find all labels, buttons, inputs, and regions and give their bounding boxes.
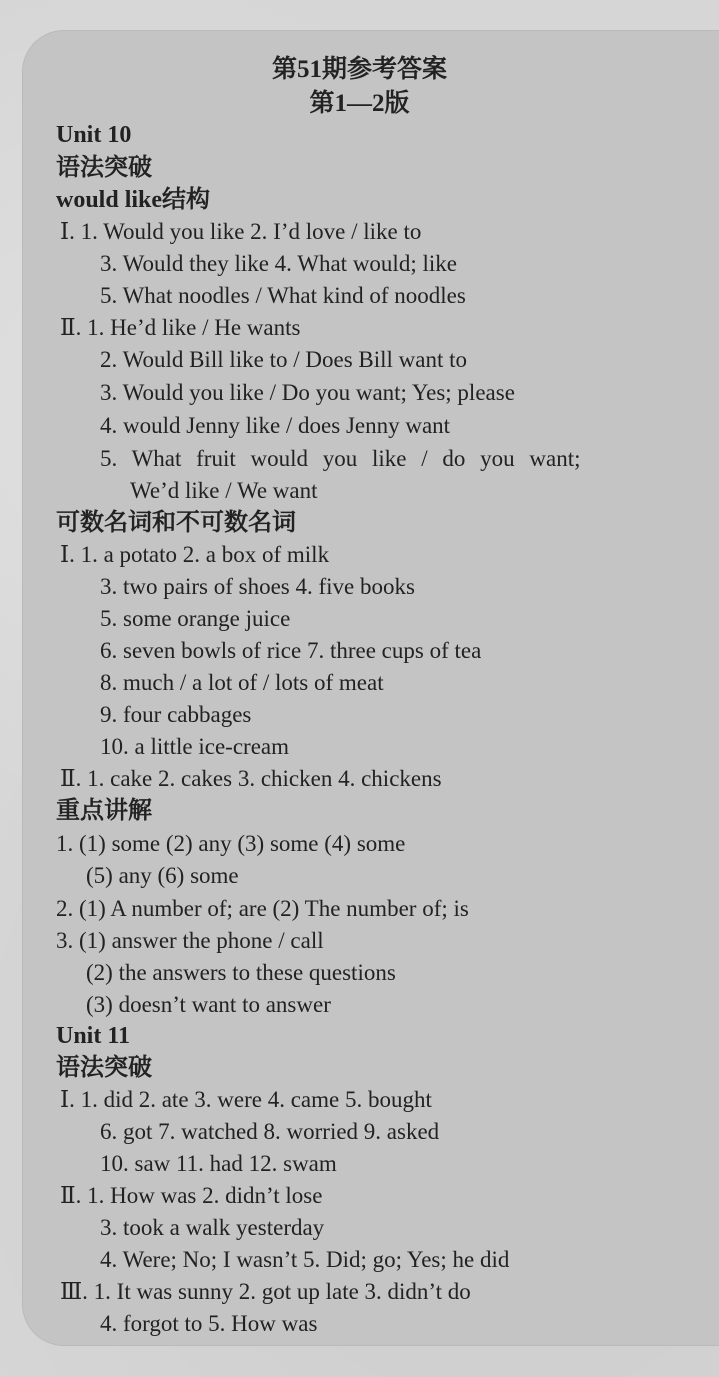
answer-line: Ⅱ. 1. cake 2. cakes 3. chicken 4. chickens: [60, 766, 442, 791]
answer-line: 6. seven bowls of rice 7. three cups of tea: [100, 638, 482, 663]
page-subtitle: 第1—2版: [309, 90, 410, 117]
answer-line: 3. took a walk yesterday: [100, 1215, 325, 1240]
answer-line: 1. (1) some (2) any (3) some (4) some: [56, 831, 406, 856]
answer-line: Ⅰ. 1. a potato 2. a box of milk: [60, 542, 330, 567]
answer-line: 5. What noodles / What kind of noodles: [100, 283, 466, 308]
section-heading: 语法突破: [56, 155, 152, 181]
answer-line: 3. Would you like / Do you want; Yes; please: [100, 380, 515, 405]
answer-line: Ⅲ. 1. It was sunny 2. got up late 3. didn’t do: [60, 1279, 471, 1304]
answer-line: 4. would Jenny like / does Jenny want: [100, 413, 451, 438]
answer-line: We’d like / We want: [130, 478, 318, 503]
answer-line: 2. (1) A number of; are (2) The number of; is: [56, 896, 469, 921]
answer-line: Ⅰ. 1. did 2. ate 3. were 4. came 5. bought: [60, 1087, 432, 1112]
answer-line: 3. Would they like 4. What would; like: [100, 251, 457, 276]
answer-line: 10. saw 11. had 12. swam: [100, 1151, 337, 1176]
answer-line: (5) any (6) some: [86, 863, 239, 888]
answer-line: 8. much / a lot of / lots of meat: [100, 670, 384, 695]
section-heading: 重点讲解: [56, 798, 152, 824]
answer-line: 9. four cabbages: [100, 702, 252, 727]
section-heading: 语法突破: [56, 1055, 152, 1081]
answer-line: 3. two pairs of shoes 4. five books: [100, 574, 415, 599]
answer-line: 5. What fruit would you like / do you want;: [100, 446, 581, 471]
page-title: 第51期参考答案: [271, 56, 447, 83]
answer-line: 10. a little ice-cream: [100, 734, 290, 759]
answer-line: Ⅱ. 1. How was 2. didn’t lose: [60, 1183, 323, 1208]
unit-11-heading: Unit 11: [56, 1023, 131, 1049]
answer-line: 5. some orange juice: [100, 606, 291, 631]
answer-line: (2) the answers to these questions: [86, 960, 396, 985]
answer-line: 4. Were; No; I wasn’t 5. Did; go; Yes; he did: [100, 1247, 510, 1272]
answer-line: 2. Would Bill like to / Does Bill want to: [100, 347, 468, 372]
subsection-heading: 可数名词和不可数名词: [56, 510, 296, 536]
unit-10-heading: Unit 10: [56, 122, 132, 148]
answer-line: 6. got 7. watched 8. worried 9. asked: [100, 1119, 440, 1144]
answer-line: (3) doesn’t want to answer: [86, 992, 331, 1017]
subsection-heading: would like结构: [56, 187, 211, 213]
answer-line: Ⅱ. 1. He’d like / He wants: [60, 315, 301, 340]
answer-line: 3. (1) answer the phone / call: [56, 928, 324, 953]
answer-line: 4. forgot to 5. How was: [100, 1311, 318, 1336]
answer-line: Ⅰ. 1. Would you like 2. I’d love / like to: [60, 219, 422, 244]
